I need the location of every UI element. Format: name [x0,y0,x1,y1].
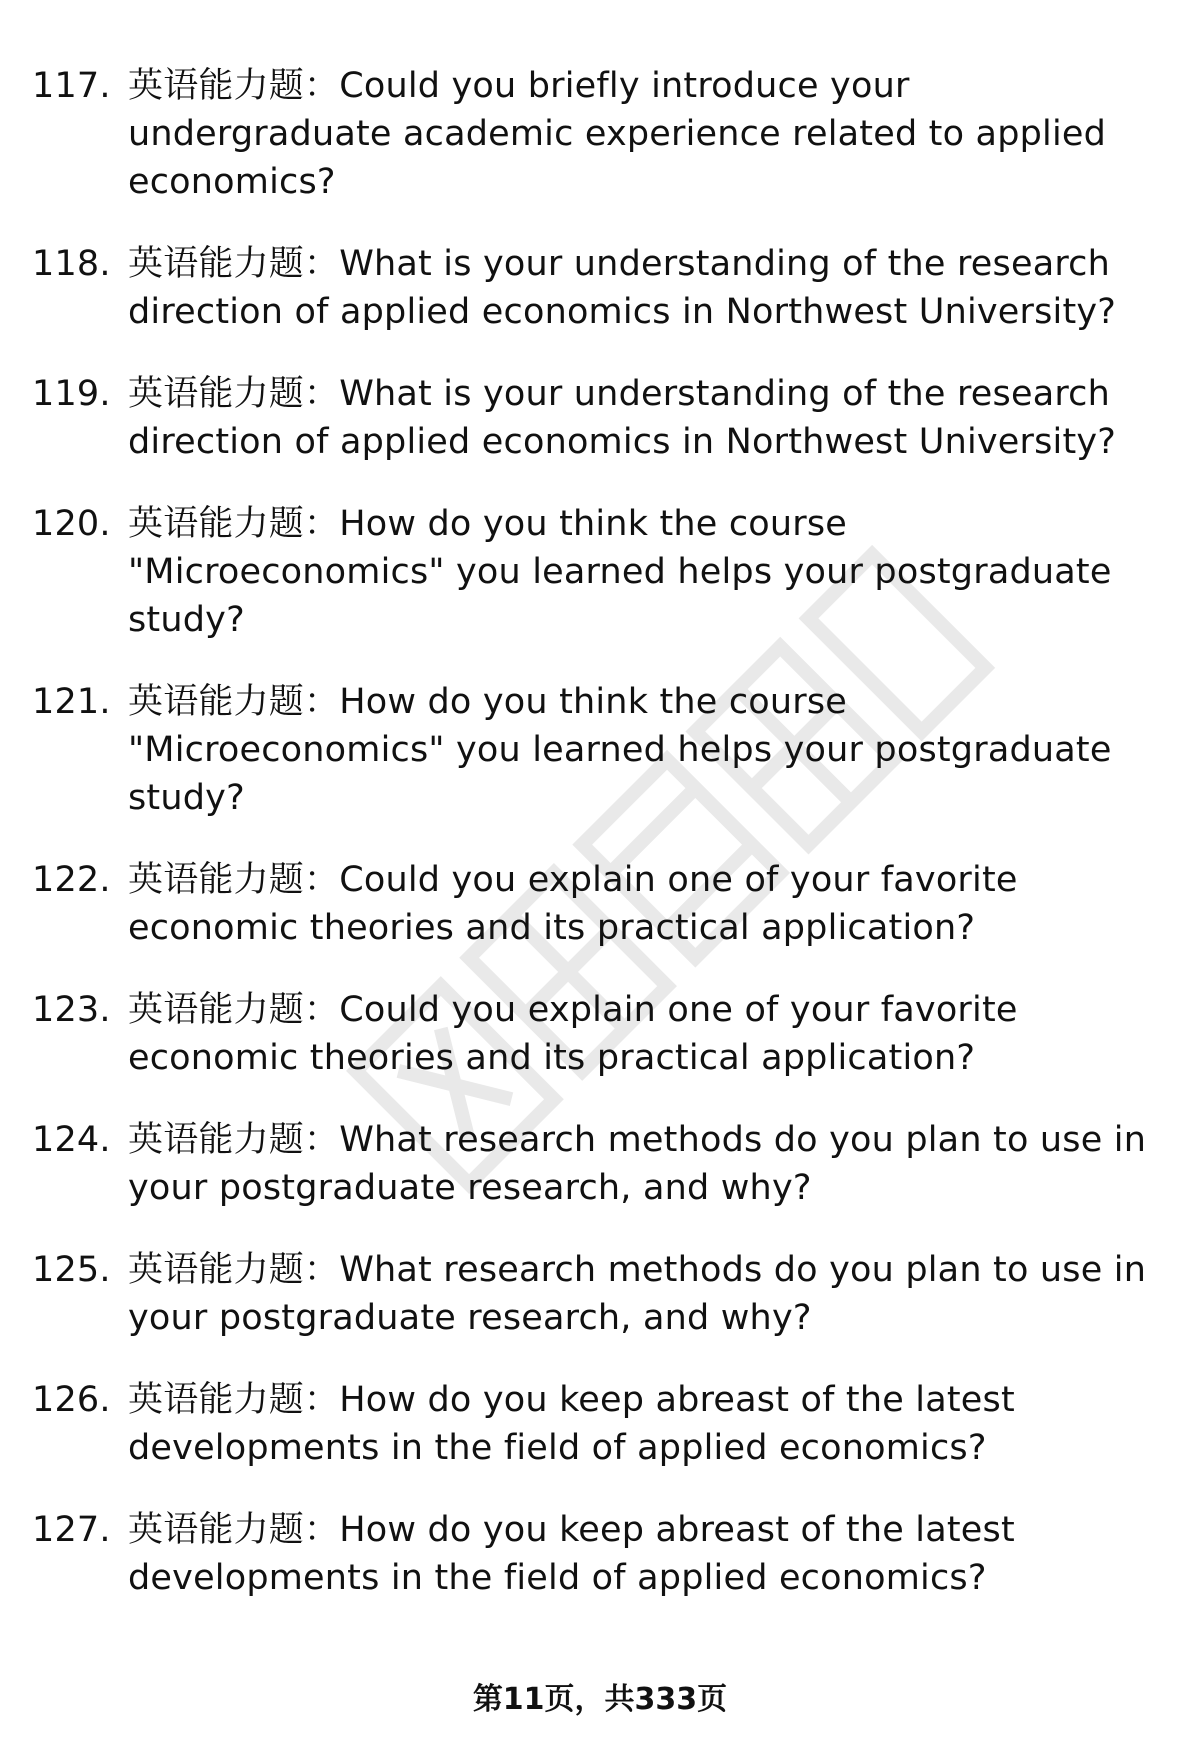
question-text: What research methods do you plan to use in your postgraduate research, and why? [128,1120,1147,1208]
question-item [32,986,1172,1082]
question-number: 121. [32,682,111,722]
question-number: 126. [32,1380,111,1420]
question-label: 英语能力题： [128,66,340,106]
question-number: 118. [32,244,111,284]
question-item [32,1246,1172,1342]
question-label: 英语能力题： [128,1120,340,1160]
question-number: 117. [32,66,111,106]
question-label: 英语能力题： [128,990,340,1030]
question-label: 英语能力题： [128,1510,340,1550]
question-number: 125. [32,1250,111,1290]
question-label: 英语能力题： [128,682,340,722]
question-label: 英语能力题： [128,504,340,544]
question-label: 英语能力题： [128,1380,340,1420]
question-item [32,370,1172,466]
question-item [32,62,1172,206]
question-number: 124. [32,1120,111,1160]
question-number: 127. [32,1510,111,1550]
question-number: 119. [32,374,111,414]
question-text: What is your understanding of the research direction of applied economics in Northwest University? [128,244,1117,332]
question-label: 英语能力题： [128,860,340,900]
question-label: 英语能力题： [128,1250,340,1290]
question-text: How do you think the course "Microeconomics" you learned helps your postgraduate study? [128,682,1112,818]
question-text: What research methods do you plan to use in your postgraduate research, and why? [128,1250,1147,1338]
question-item [32,1506,1172,1602]
question-label: 英语能力题： [128,374,340,414]
question-text: How do you keep abreast of the latest developments in the field of applied economics? [128,1510,1015,1598]
question-text: How do you think the course "Microeconomics" you learned helps your postgraduate study? [128,504,1112,640]
question-item [32,1116,1172,1212]
question-item [32,500,1172,644]
question-text: What is your understanding of the research direction of applied economics in Northwest University? [128,374,1117,462]
question-text: Could you explain one of your favorite economic theories and its practical application? [128,990,1018,1078]
question-number: 122. [32,860,111,900]
question-item [32,1376,1172,1472]
question-number: 120. [32,504,111,544]
question-item [32,678,1172,822]
question-item [32,240,1172,336]
question-text: Could you explain one of your favorite economic theories and its practical application? [128,860,1018,948]
question-text: How do you keep abreast of the latest developments in the field of applied economics? [128,1380,1015,1468]
question-text: Could you briefly introduce your undergraduate academic experience related to applied economics? [128,66,1107,202]
question-item [32,856,1172,952]
question-list [32,62,1172,1636]
question-label: 英语能力题： [128,244,340,284]
question-number: 123. [32,990,111,1030]
page-footer: 第11页，共333页 [472,1682,728,1717]
